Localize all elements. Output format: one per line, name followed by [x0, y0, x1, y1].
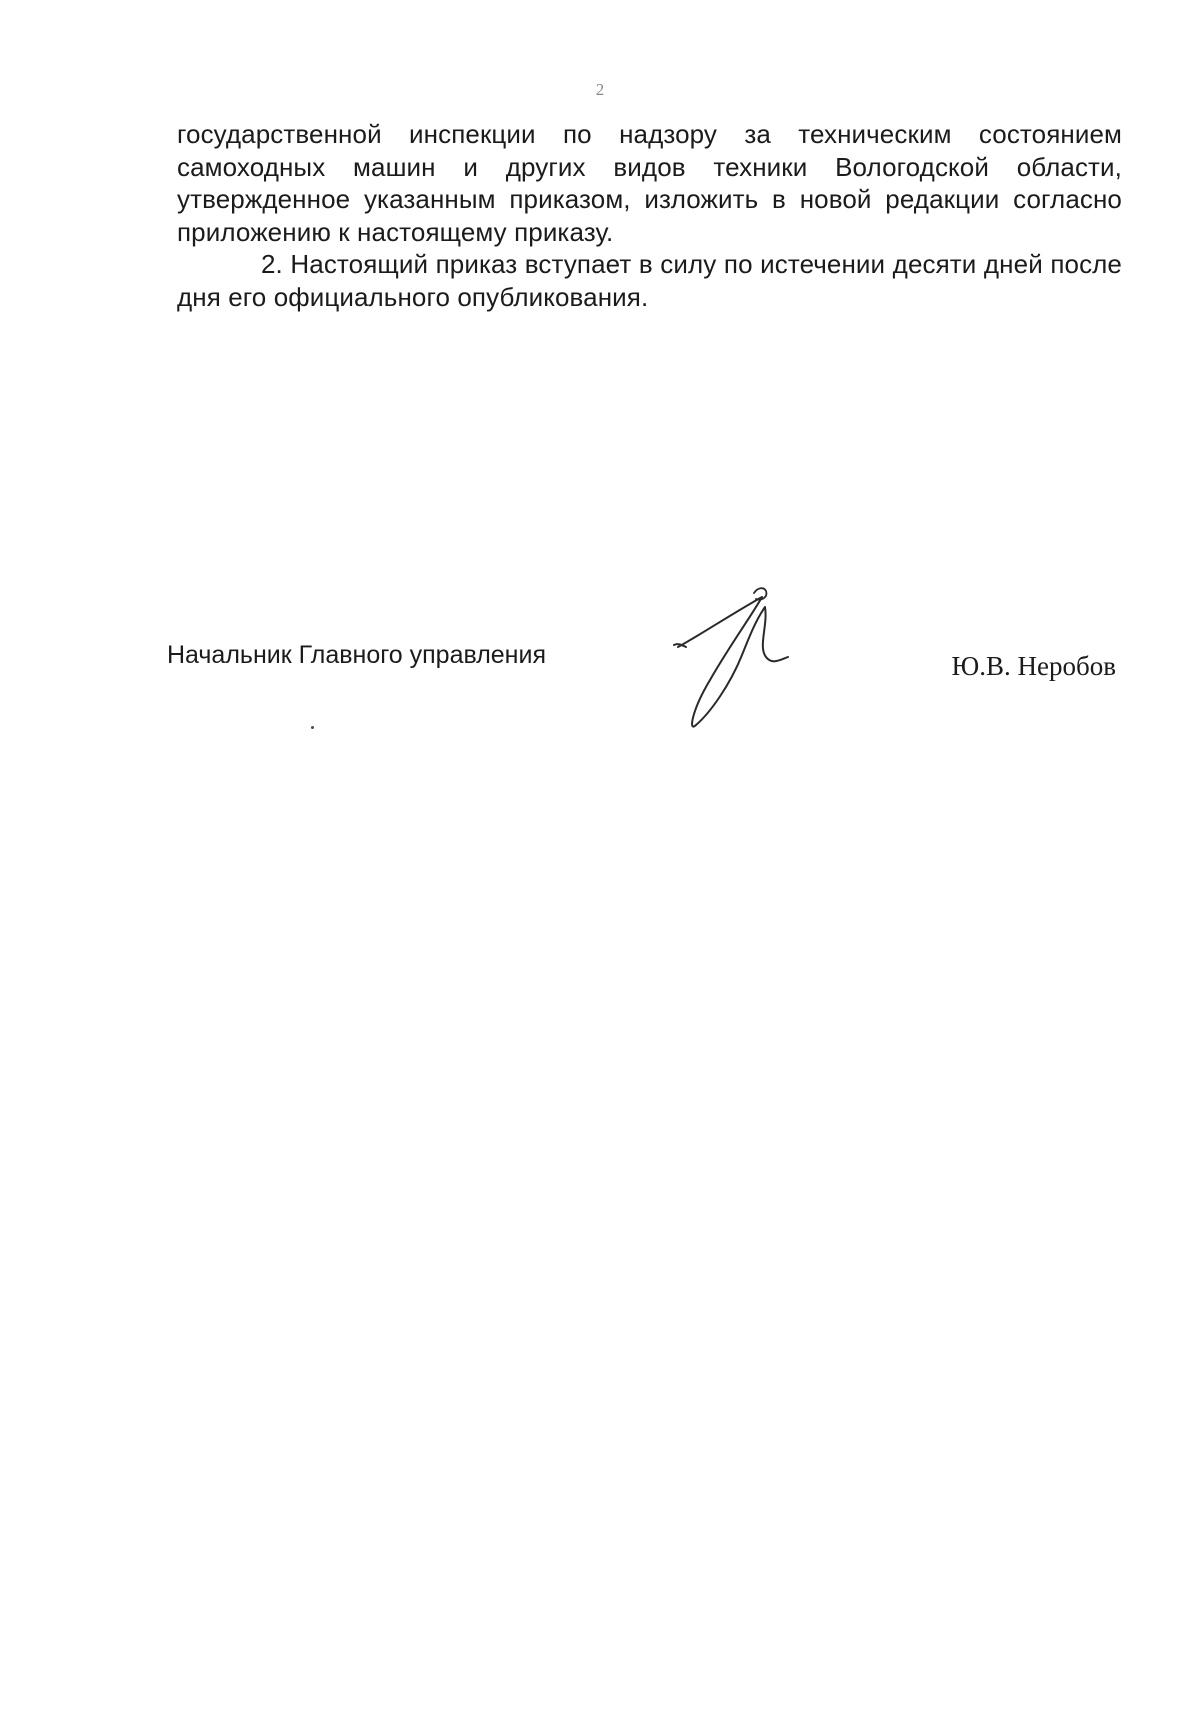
- text-line: дня его официального опубликования.: [177, 281, 649, 312]
- scan-speck: [311, 726, 314, 729]
- text-line: приложению к настоящему приказу.: [177, 216, 614, 247]
- handwritten-signature: [670, 585, 820, 735]
- text-line: утвержденное указанным приказом, изложить в новой редакции согласно: [177, 184, 1122, 214]
- signatory-title: Начальник Главного управления: [167, 641, 546, 669]
- text-line: 2. Настоящий приказ вступает в силу по истечении десяти дней после: [261, 249, 1122, 279]
- text-line: самоходных машин и других видов техники Вологодской области,: [177, 151, 1122, 182]
- page-number: 2: [595, 80, 605, 99]
- text-line: государственной инспекции по надзору за техническим состоянием: [177, 119, 1122, 149]
- signature-block: [0, 0, 1200, 800]
- signatory-name: Ю.В. Неробов: [951, 651, 1116, 681]
